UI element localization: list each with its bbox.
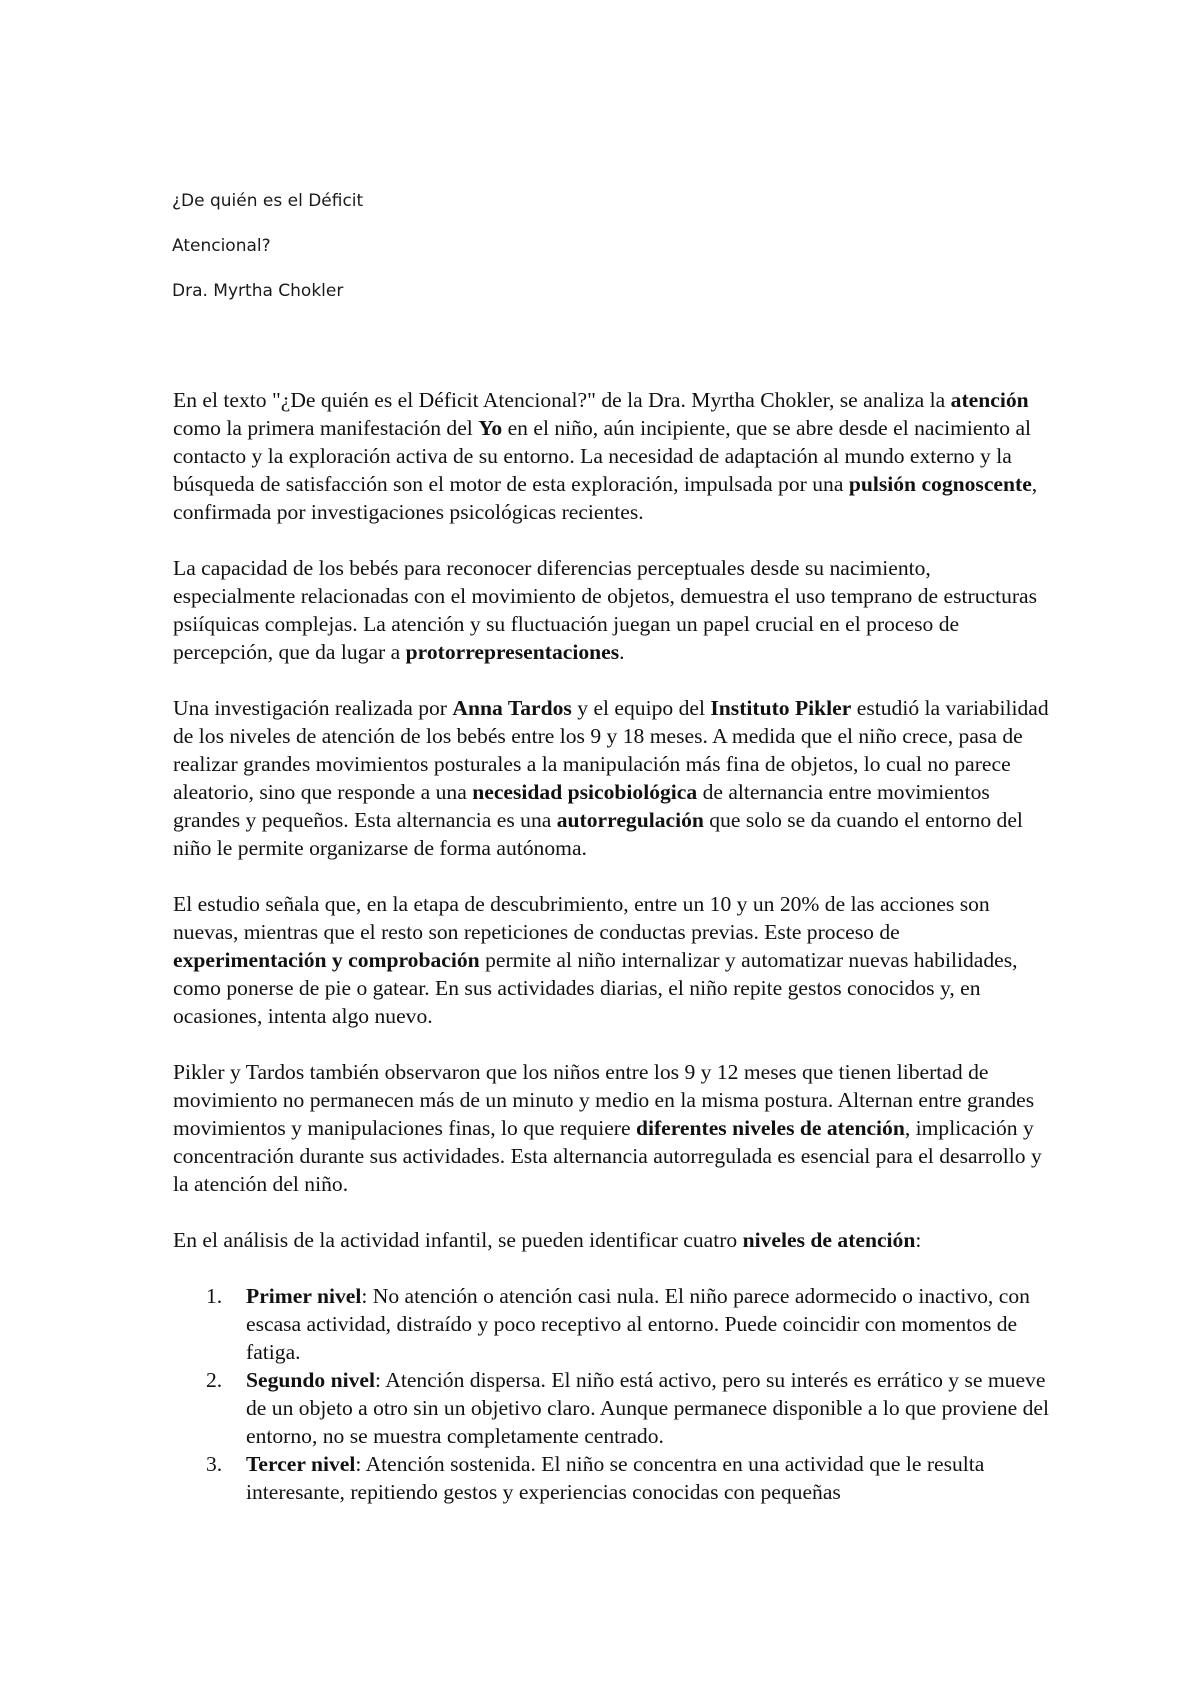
text-run: : No atención o atención casi nula. El niño parece adormecido o inactivo, con escasa actividad, distraído y poco receptivo al entorno. Puede coincidir con momentos de fatiga. <box>246 1284 1030 1364</box>
paragraph <box>173 554 1053 666</box>
document-body <box>173 386 1053 1506</box>
bold-text: Yo <box>478 416 503 440</box>
paragraph <box>173 890 1053 1030</box>
bold-text: atención <box>950 388 1029 412</box>
text-run: como la primera manifestación del <box>173 416 479 440</box>
bold-text: Tercer nivel <box>246 1452 356 1476</box>
list-number: 2. <box>206 1368 223 1392</box>
title-line-2: Atencional? <box>172 236 271 256</box>
bold-text: Instituto Pikler <box>710 696 852 720</box>
text-run: : Atención dispersa. El niño está activo, pero su interés es errático y se mueve de un objeto a otro sin un objetivo claro. Aunque permanece disponible a lo que proviene del entorno, no se muestra completamente centrado. <box>246 1368 1049 1448</box>
list-number: 3. <box>206 1452 223 1476</box>
list-item <box>173 1282 1053 1366</box>
paragraph <box>173 1226 1053 1254</box>
text-run: estudió la variabilidad de los niveles de atención de los bebés entre los 9 y 18 meses. A medida que el niño crece, pasa de realizar grandes movimientos posturales a la manipulación más fina de objetos, lo cual no parece aleatorio, sino que responde a una <box>173 696 1049 804</box>
bold-text: Primer nivel <box>246 1284 362 1308</box>
title-line-1: ¿De quién es el Déficit <box>172 191 364 211</box>
bold-text: niveles de atención <box>742 1228 916 1252</box>
text-run: Pikler y Tardos también observaron que los niños entre los 9 y 12 meses que tienen libertad de movimiento no permanecen más de un minuto y medio en la misma postura. Alternan entre grandes movimientos y manipulaciones finas, lo que requiere <box>173 1060 1035 1140</box>
list-item <box>173 1450 1053 1506</box>
text-run: en el niño, aún incipiente, que se abre desde el nacimiento al contacto y la exploración activa de su entorno. La necesidad de adaptación al mundo externo y la búsqueda de satisfacción son el motor de esta exploración, impulsada por una <box>173 416 1032 496</box>
document-header <box>172 190 363 325</box>
text-run: La capacidad de los bebés para reconocer diferencias perceptuales desde su nacimiento, especialmente relacionadas con el movimiento de objetos, demuestra el uso temprano de estructuras psiíquicas complejas. La atención y su fluctuación juegan un papel crucial en el proceso de percepción, que da lugar a <box>173 556 1038 664</box>
text-run: y el equipo del <box>571 696 711 720</box>
text-run: El estudio señala que, en la etapa de descubrimiento, entre un 10 y un 20% de las acciones son nuevas, mientras que el resto son repeticiones de conductas previas. Este proceso de <box>173 892 990 944</box>
text-run: que solo se da cuando el entorno del niño le permite organizarse de forma autónoma. <box>173 808 1023 860</box>
text-run: Una investigación realizada por <box>173 696 453 720</box>
list-item <box>173 1366 1053 1450</box>
author-name: Dra. Myrtha Chokler <box>172 281 344 301</box>
text-run: : <box>915 1228 922 1252</box>
text-run: , confirmada por investigaciones psicológicas recientes. <box>173 472 1038 524</box>
text-run: En el análisis de la actividad infantil, se pueden identificar cuatro <box>173 1228 743 1252</box>
attention-levels-list <box>173 1282 1053 1506</box>
paragraph <box>173 1058 1053 1198</box>
bold-text: Segundo nivel <box>246 1368 376 1392</box>
bold-text: necesidad psicobiológica <box>472 780 698 804</box>
list-item-text <box>246 1452 984 1504</box>
list-number: 1. <box>206 1284 223 1308</box>
bold-text: diferentes niveles de atención <box>635 1116 905 1140</box>
list-item-text <box>246 1284 1030 1364</box>
bold-text: experimentación y comprobación <box>173 948 480 972</box>
text-run: permite al niño internalizar y automatizar nuevas habilidades, como ponerse de pie o gatear. En sus actividades diarias, el niño repite gestos conocidos y, en ocasiones, intenta algo nuevo. <box>173 948 1018 1028</box>
paragraph <box>173 386 1053 526</box>
paragraph <box>173 694 1053 862</box>
bold-text: protorrepresentaciones <box>405 640 620 664</box>
list-item-text <box>246 1368 1049 1448</box>
text-run: : Atención sostenida. El niño se concentra en una actividad que le resulta interesante, repitiendo gestos y experiencias conocidas con pequeñas <box>246 1452 985 1504</box>
text-run: , implicación y concentración durante sus actividades. Esta alternancia autorregulada es esencial para el desarrollo y la atención del niño. <box>173 1116 1042 1196</box>
text-run: En el texto "¿De quién es el Déficit Atencional?" de la Dra. Myrtha Chokler, se analiza la <box>173 388 951 412</box>
bold-text: pulsión cognoscente <box>848 472 1032 496</box>
bold-text: Anna Tardos <box>452 696 572 720</box>
text-run: . <box>619 640 625 664</box>
bold-text: autorregulación <box>556 808 704 832</box>
text-run: de alternancia entre movimientos grandes y pequeños. Esta alternancia es una <box>173 780 990 832</box>
